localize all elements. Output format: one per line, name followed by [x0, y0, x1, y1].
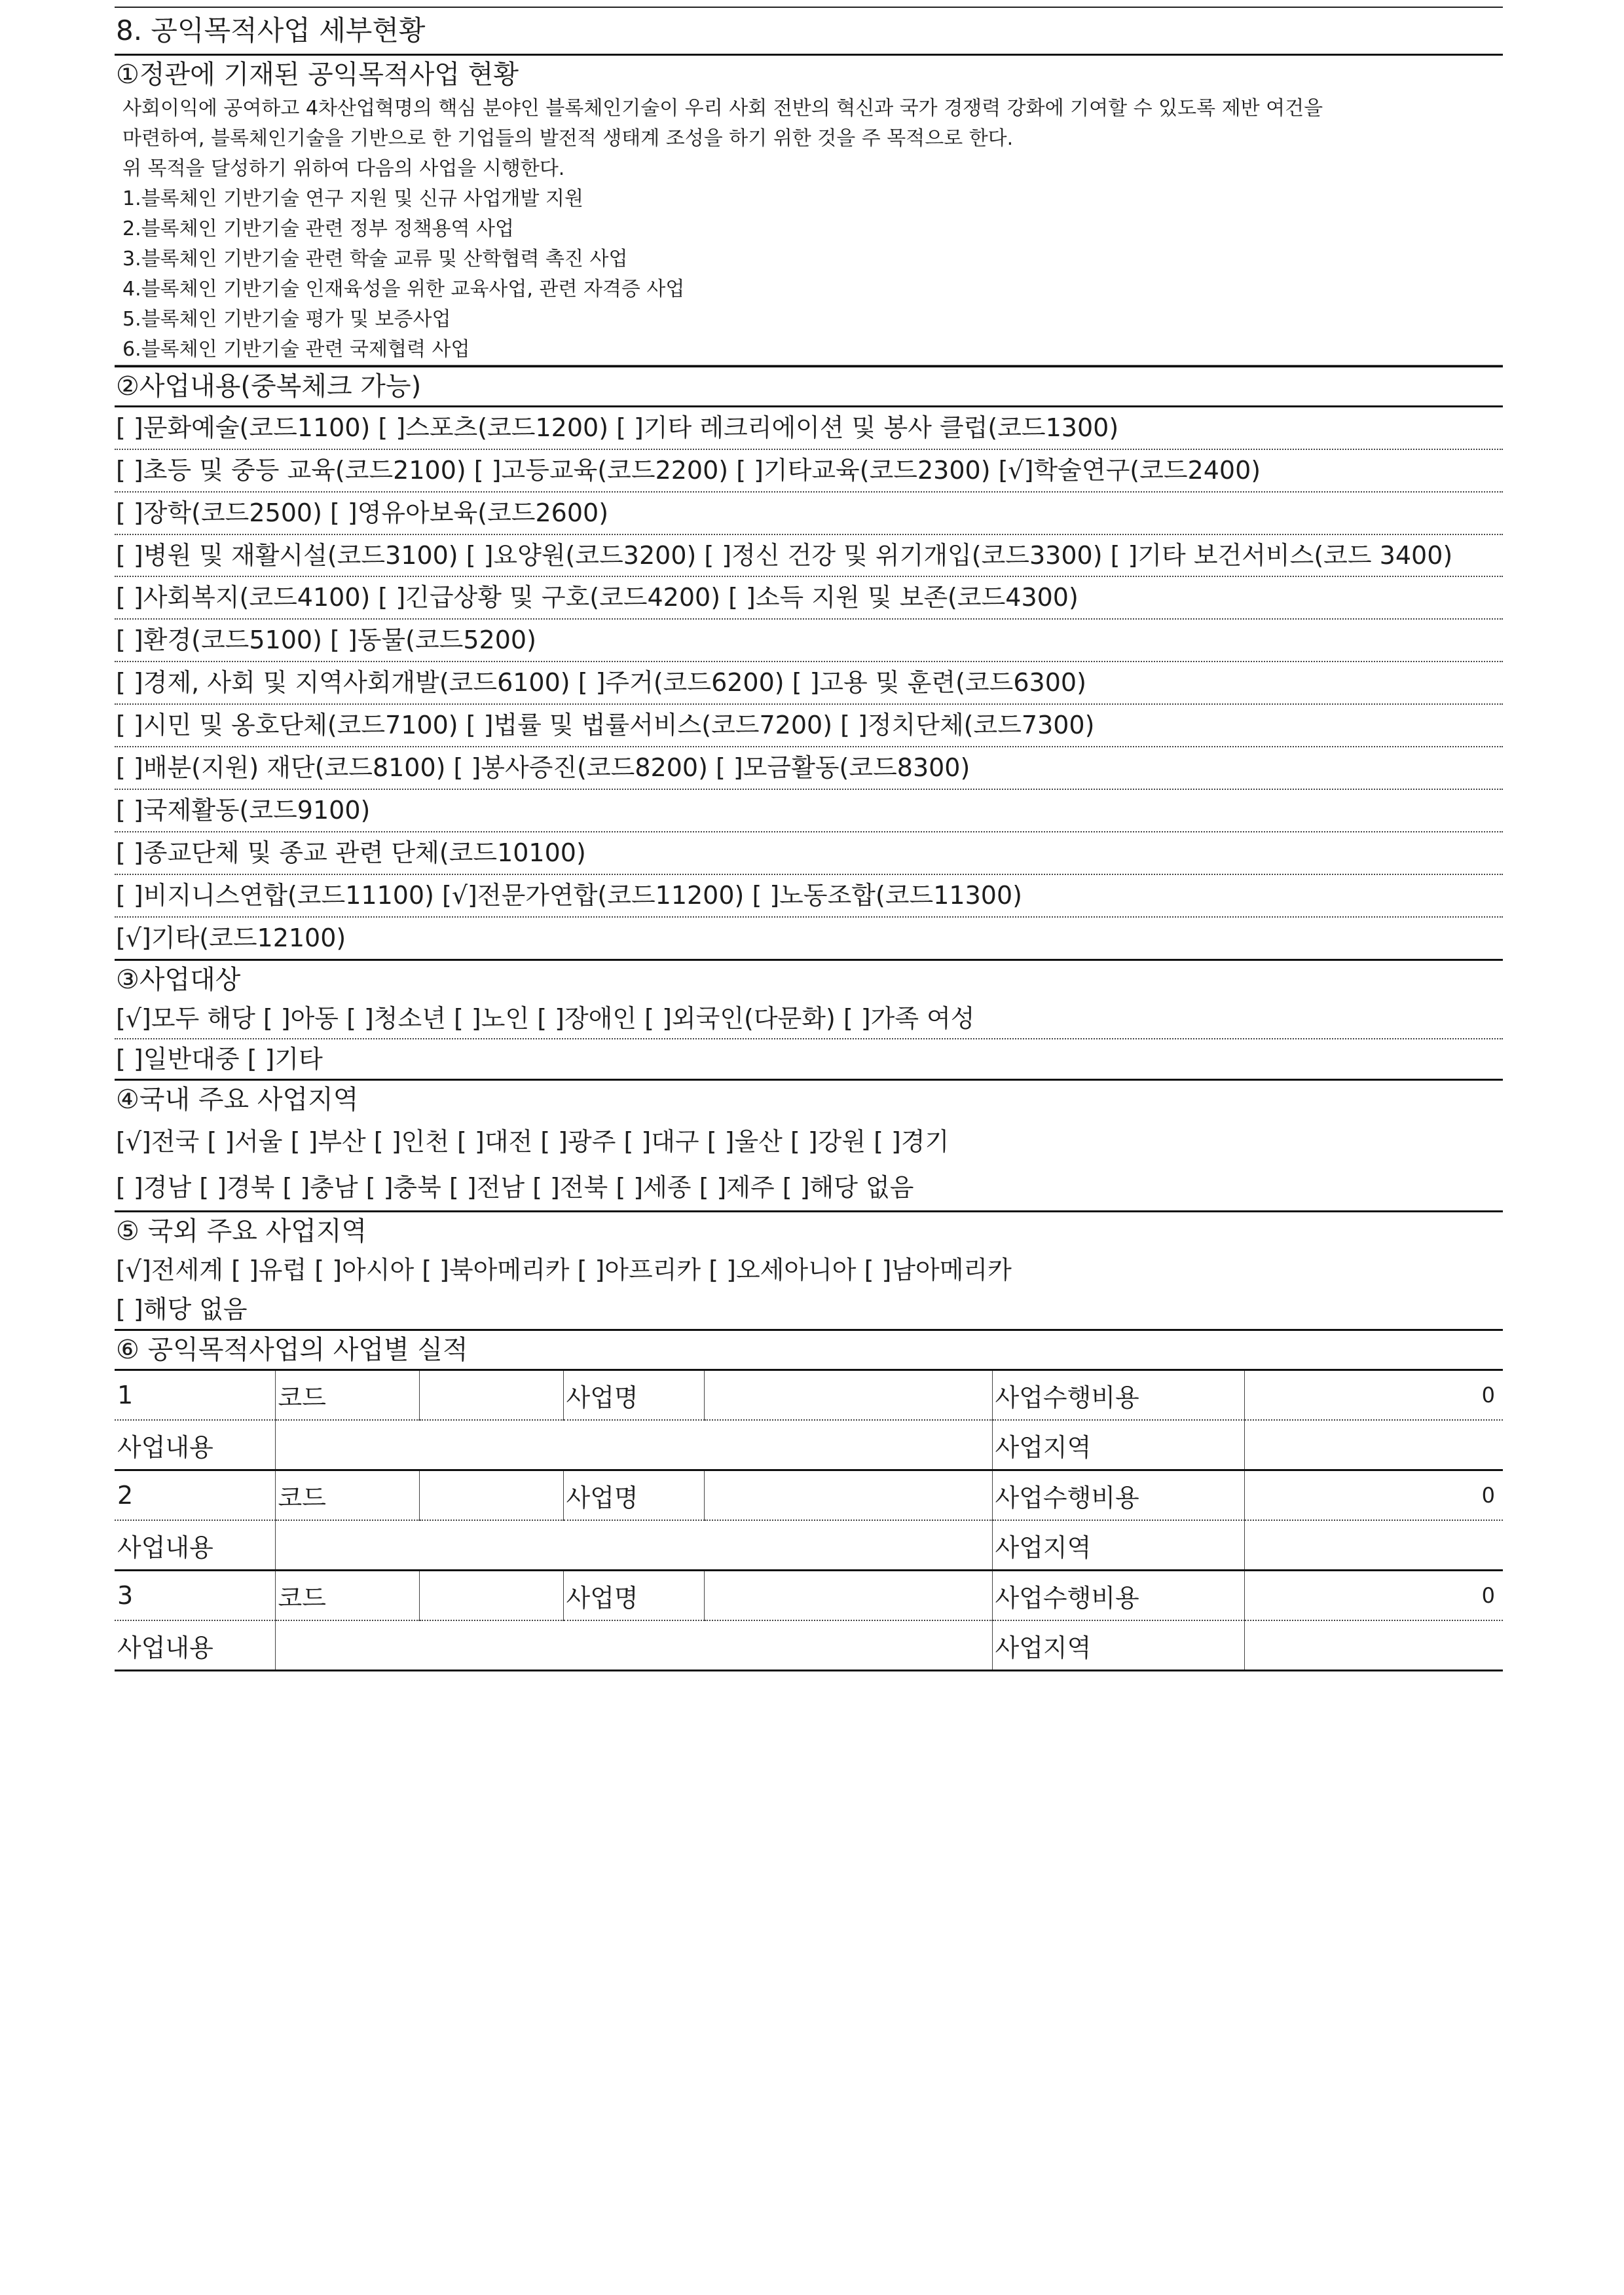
name-label: 사업명: [563, 1370, 704, 1421]
section1-line: 3.블록체인 기반기술 관련 학술 교류 및 산학협력 촉진 사업: [122, 248, 628, 271]
business-type-line: [ ]초등 및 중등 교육(코드2100) [ ]고등교육(코드2200) [ ]기타교육(코드2300) [√]학술연구(코드2400): [115, 450, 1503, 493]
name-value: [704, 1470, 992, 1521]
cost-label: 사업수행비용: [992, 1470, 1244, 1521]
content-value: [275, 1520, 992, 1571]
business-type-line: [ ]경제, 사회 및 지역사회개발(코드6100) [ ]주거(코드6200) [ ]고용 및 훈련(코드6300): [115, 662, 1503, 705]
row-number: 1: [115, 1370, 275, 1421]
region-value: [1244, 1420, 1503, 1470]
business-type-line: [ ]환경(코드5100) [ ]동물(코드5200): [115, 620, 1503, 662]
content-value: [275, 1420, 992, 1470]
business-type-line: [ ]배분(지원) 재단(코드8100) [ ]봉사증진(코드8200) [ ]모금활동(코드8300): [115, 747, 1503, 790]
region-value: [1244, 1620, 1503, 1671]
name-label: 사업명: [563, 1470, 704, 1521]
section4-heading: ④국내 주요 사업지역: [116, 1085, 359, 1115]
section6-heading: ⑥ 공익목적사업의 사업별 실적: [116, 1335, 468, 1365]
section1-line: 위 목적을 달성하기 위하여 다음의 사업을 시행한다.: [122, 157, 565, 180]
row-number: 2: [115, 1470, 275, 1521]
business-type-line: [ ]문화예술(코드1100) [ ]스포츠(코드1200) [ ]기타 레크리에이션 및 봉사 클럽(코드1300): [115, 405, 1503, 450]
business-type-line: [ ]종교단체 및 종교 관련 단체(코드10100): [115, 832, 1503, 875]
content-label: 사업내용: [115, 1620, 275, 1671]
content-label: 사업내용: [115, 1520, 275, 1571]
table-row: [115, 1370, 1503, 1421]
section1-line: 2.블록체인 기반기술 관련 정부 정책용역 사업: [122, 217, 514, 240]
business-type-line: [ ]국제활동(코드9100): [115, 790, 1503, 832]
business-type-line: [ ]시민 및 옹호단체(코드7100) [ ]법률 및 법률서비스(코드7200) [ ]정치단체(코드7300): [115, 705, 1503, 747]
code-label: 코드: [275, 1571, 419, 1621]
cost-label: 사업수행비용: [992, 1370, 1244, 1421]
code-value: [419, 1571, 563, 1621]
section1-line: 6.블록체인 기반기술 관련 국제협력 사업: [115, 335, 1503, 365]
region-label: 사업지역: [992, 1520, 1244, 1571]
table-row: [115, 1620, 1503, 1671]
section1-line: 마련하여, 블록체인기술을 기반으로 한 기업들의 발전적 생태계 조성을 하기 위한 것을 주 목적으로 한다.: [122, 127, 1014, 150]
section2-heading: ②사업내용(중복체크 가능): [115, 365, 1503, 405]
code-label: 코드: [275, 1470, 419, 1521]
performance-table: [115, 1369, 1503, 1671]
table-row: [115, 1420, 1503, 1470]
section5-heading: ⑤ 국외 주요 사업지역: [116, 1216, 367, 1246]
business-type-line: [√]기타(코드12100): [115, 918, 1503, 961]
section1-line: 5.블록체인 기반기술 평가 및 보증사업: [122, 308, 451, 331]
cost-label: 사업수행비용: [992, 1571, 1244, 1621]
table-row: [115, 1470, 1503, 1521]
name-value: [704, 1571, 992, 1621]
content-label: 사업내용: [115, 1420, 275, 1470]
document-page: [115, 7, 1503, 1671]
content-value: [275, 1620, 992, 1671]
business-type-line: [ ]장학(코드2500) [ ]영유아보육(코드2600): [115, 493, 1503, 535]
page-title: 8. 공익목적사업 세부현황: [115, 8, 1503, 56]
business-type-line: [ ]사회복지(코드4100) [ ]긴급상황 및 구호(코드4200) [ ]소득 지원 및 보존(코드4300): [115, 577, 1503, 620]
business-type-line: [ ]병원 및 재활시설(코드3100) [ ]요양원(코드3200) [ ]정신 건강 및 위기개입(코드3300) [ ]기타 보건서비스(코드 3400): [115, 535, 1503, 577]
code-value: [419, 1470, 563, 1521]
domestic-region-line: [ ]경남 [ ]경북 [ ]충남 [ ]충북 [ ]전남 [ ]전북 [ ]세종 [ ]제주 [ ]해당 없음: [115, 1165, 1503, 1212]
section3-heading: ③사업대상: [116, 965, 241, 995]
name-value: [704, 1370, 992, 1421]
cost-value: 0: [1244, 1470, 1503, 1521]
section1-line: 사회이익에 공여하고 4차산업혁명의 핵심 분야인 블록체인기술이 우리 사회 전반의 혁신과 국가 경쟁력 강화에 기여할 수 있도록 제반 여건을: [122, 97, 1323, 120]
region-label: 사업지역: [992, 1420, 1244, 1470]
code-label: 코드: [275, 1370, 419, 1421]
overseas-region-line: [√]전세계 [ ]유럽 [ ]아시아 [ ]북아메리카 [ ]아프리카 [ ]오세아니아 [ ]남아메리카: [116, 1256, 1012, 1284]
target-line: [√]모두 해당 [ ]아동 [ ]청소년 [ ]노인 [ ]장애인 [ ]외국인(다문화) [ ]가족 여성: [115, 999, 1503, 1039]
section1-line: 1.블록체인 기반기술 연구 지원 및 신규 사업개발 지원: [122, 187, 583, 210]
overseas-region-line: [ ]해당 없음: [115, 1290, 1503, 1331]
region-value: [1244, 1520, 1503, 1571]
target-line: [ ]일반대중 [ ]기타: [115, 1039, 1503, 1081]
table-row: [115, 1571, 1503, 1621]
business-type-line: [ ]비지니스연합(코드11100) [√]전문가연합(코드11200) [ ]노동조합(코드11300): [115, 875, 1503, 918]
code-value: [419, 1370, 563, 1421]
region-label: 사업지역: [992, 1620, 1244, 1671]
section1-heading: ①정관에 기재된 공익목적사업 현황: [116, 60, 519, 90]
cost-value: 0: [1244, 1370, 1503, 1421]
cost-value: 0: [1244, 1571, 1503, 1621]
row-number: 3: [115, 1571, 275, 1621]
name-label: 사업명: [563, 1571, 704, 1621]
section1-line: 4.블록체인 기반기술 인재육성을 위한 교육사업, 관련 자격증 사업: [122, 278, 685, 301]
domestic-region-line: [√]전국 [ ]서울 [ ]부산 [ ]인천 [ ]대전 [ ]광주 [ ]대구 [ ]울산 [ ]강원 [ ]경기: [116, 1127, 950, 1156]
table-row: [115, 1520, 1503, 1571]
